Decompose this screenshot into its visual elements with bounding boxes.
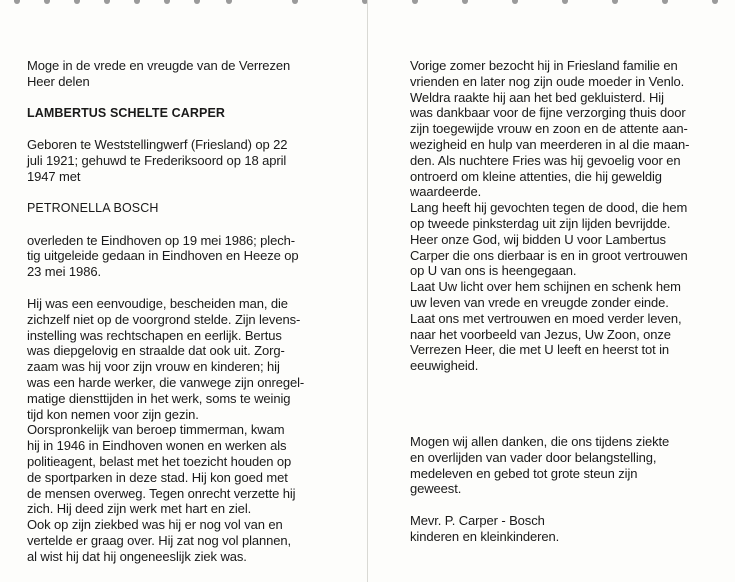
memory-paragraph: Vorige zomer bezocht hij in Friesland familie en vrienden en later nog zijn oude moeder in Venlo. Weldra raakte hij aan het bed gekluisterd. Hij was dankbaar voor de fijne verzorging thuis door zijn toegewijde vrouw en zoon en de attente aan- wezigheid en hulp van meerderen in al die maan- den. Als nuchtere Fries was hij gevoelig voor en ontroerd om kleine attenties, die hij geweldig waardeerde. — [410, 58, 690, 200]
edge-mark — [194, 0, 200, 4]
edge-mark — [104, 0, 110, 4]
prayer-paragraph: Laat Uw licht over hem schijnen en schenk hem uw leven van vrede en vreugde zonder einde. — [410, 279, 681, 310]
edge-mark — [512, 0, 518, 4]
edge-mark — [74, 0, 80, 4]
right-column — [410, 58, 710, 374]
deceased-name: LAMBERTUS SCHELTE CARPER — [27, 105, 226, 120]
signature-family: kinderen en kleinkinderen. — [410, 528, 560, 544]
signature-name: Mevr. P. Carper - Bosch — [410, 513, 545, 529]
thanks-section — [410, 434, 710, 545]
edge-mark — [44, 0, 50, 4]
edge-mark — [226, 0, 232, 4]
edge-mark — [462, 0, 468, 4]
card-fold-line — [367, 0, 368, 582]
edge-mark — [14, 0, 20, 4]
edge-mark — [662, 0, 668, 4]
edge-mark — [164, 0, 170, 4]
edge-mark — [412, 0, 418, 4]
edge-mark — [612, 0, 618, 4]
biography-paragraph: Oorspronkelijk van beroep timmerman, kwam hij in 1946 in Eindhoven wonen en werken als politieagent, belast met het toezicht houden op de sportparken in deze stad. Hij kon goed met de mensen overweg. Tegen onrecht verzette hij zich. Hij deed zijn werk met hart en ziel. — [27, 422, 296, 517]
biography-paragraph: Ook op zijn ziekbed was hij er nog vol van en vertelde er graag over. Hij zat nog vol plannen, al wist hij dat hij ongeneeslijk ziek was. — [27, 517, 292, 564]
left-column — [27, 58, 327, 565]
edge-mark — [292, 0, 298, 4]
prayer-paragraph: Laat ons met vertrouwen en moed verder leven, naar het voorbeeld van Jezus, Uw Zoon, onze Verrezen Heer, die met U leeft en heerst tot in eeuwigheid. — [410, 310, 682, 374]
prayer-paragraph: Lang heeft hij gevochten tegen de dood, die hem op tweede pinksterdag uit zijn lijden bevrijdde. Heer onze God, wij bidden U voor Lambertus Carper die ons dierbaar is en in groot vertrouwen op U van ons is heengegaan. — [410, 200, 688, 279]
edge-mark — [562, 0, 568, 4]
birth-marriage-text: Geboren te Weststellingwerf (Friesland) op 22 juli 1921; gehuwd te Frederiksoord op 18 april 1947 met — [27, 137, 288, 184]
edge-mark — [134, 0, 140, 4]
opening-text: Moge in de vrede en vreugde van de Verrezen Heer delen — [27, 58, 291, 89]
thanks-text: Mogen wij allen danken, die ons tijdens ziekte en overlijden van vader door belangstelling, medeleven en gebed tot grote steun zijn geweest. — [410, 434, 670, 497]
biography-paragraph: Hij was een eenvoudige, bescheiden man, die zichzelf niet op de voorgrond stelde. Zijn levens- instelling was rechtschapen en eerlijk. Bertus was diepgelovig en straalde dat ook uit. Zorg- zaam was hij voor zijn vrouw en kinderen; hij was een harde werker, die vanwege zijn onregel- matige diensttijden in het werk, soms te weinig tijd kon nemen voor zijn gezin. — [27, 295, 305, 422]
edge-mark — [712, 0, 718, 4]
death-notice-text: overleden te Eindhoven op 19 mei 1986; plech- tig uitgeleide gedaan in Eindhoven en Heeze op 23 mei 1986. — [27, 232, 299, 280]
spouse-name: PETRONELLA BOSCH — [27, 200, 159, 215]
